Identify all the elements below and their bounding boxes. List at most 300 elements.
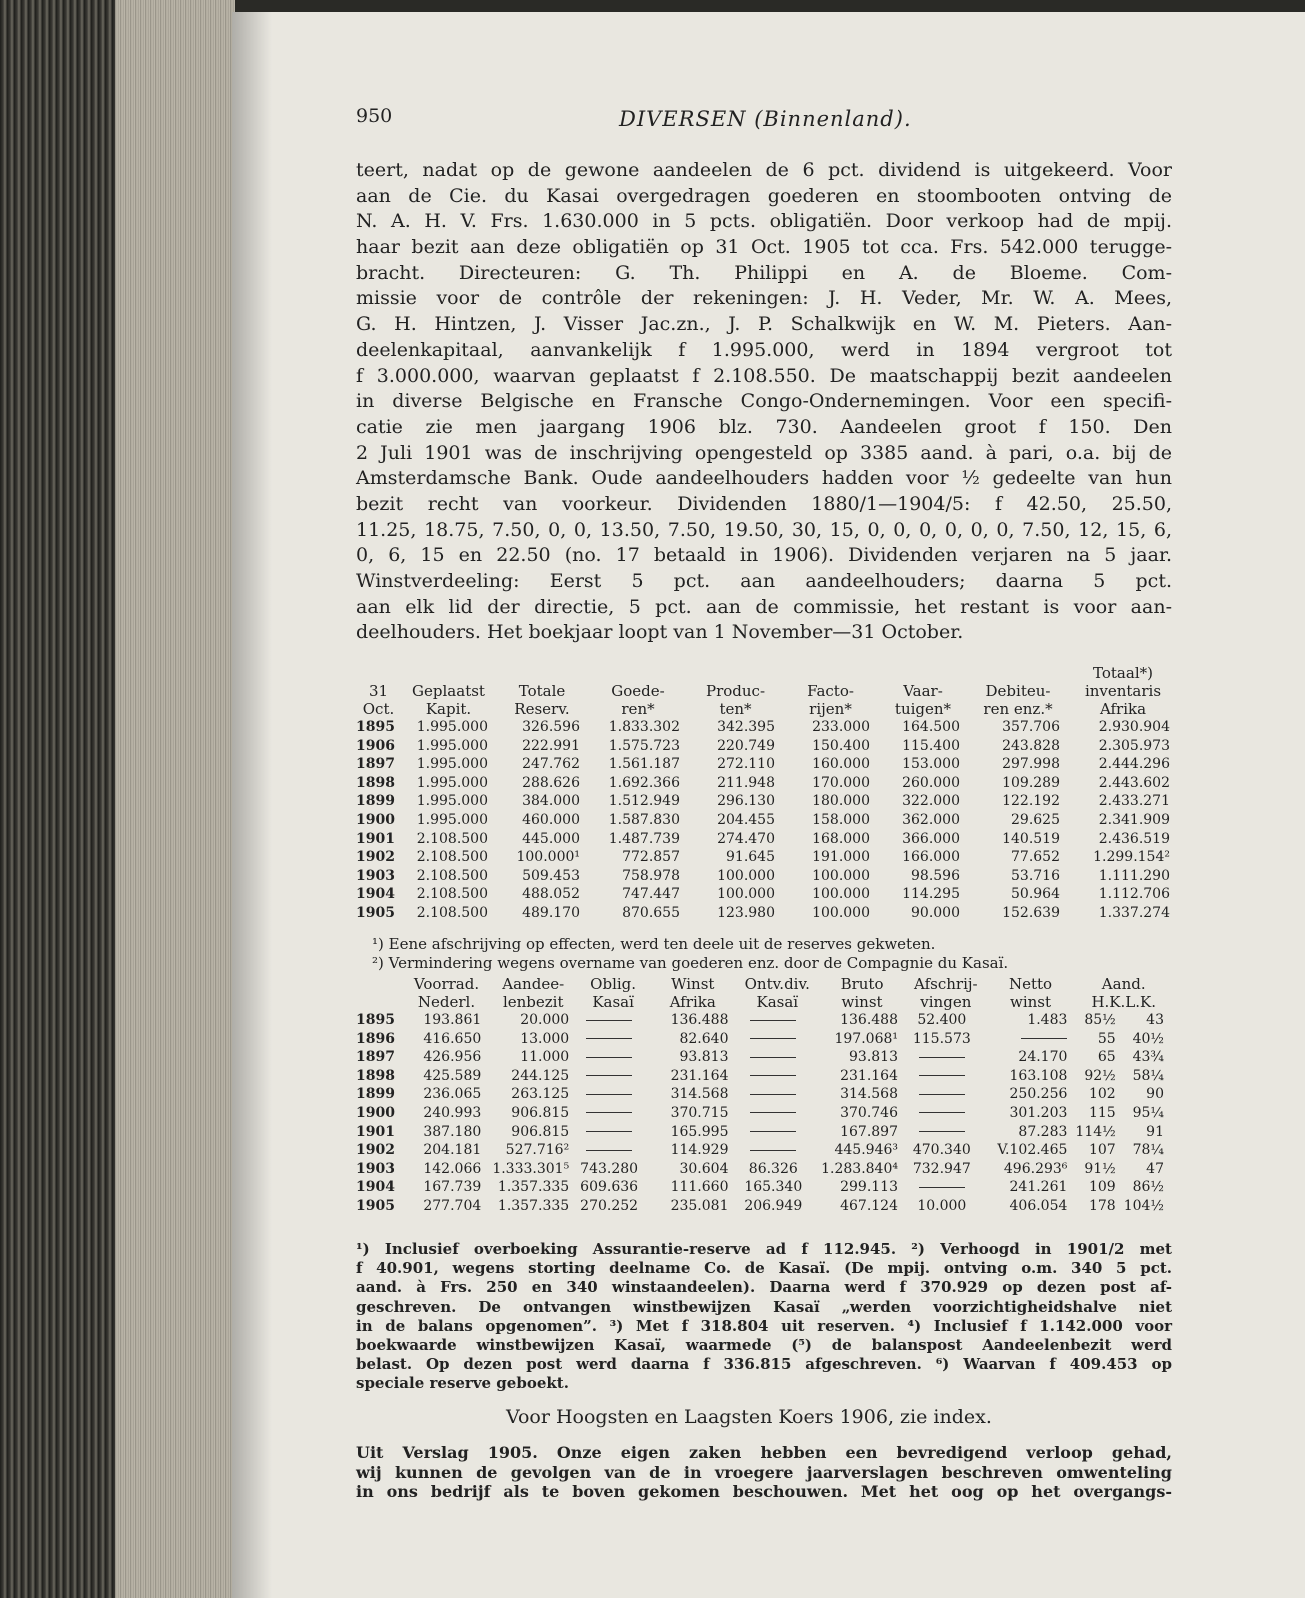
- page-number: 950: [356, 105, 393, 127]
- value-cell: 2.108.500: [416, 886, 488, 903]
- value-cell: 107: [1088, 1142, 1116, 1159]
- value-cell: 206.949: [744, 1197, 803, 1214]
- value-cell: 24.170: [1018, 1049, 1068, 1066]
- annual-report-excerpt: [356, 1443, 1172, 1502]
- value-cell: [736, 1123, 818, 1142]
- value-cell: 758.978: [622, 867, 680, 884]
- value-cell: 55: [1097, 1030, 1116, 1047]
- value-cell: 1.575.723: [608, 737, 680, 754]
- header-line: Ontv.div.: [744, 975, 810, 993]
- table-row: [356, 718, 1178, 737]
- value-cell: 426.956: [423, 1049, 482, 1066]
- financial-table-2: [356, 975, 1172, 1216]
- paragraph-line: aan de Cie. du Kasai overgedragen goederen en stoombooten ontving de: [356, 184, 1172, 207]
- empty-dash: [750, 1112, 796, 1113]
- footnote-line: ¹) Inclusief overboeking Assurantie-reserve ad f 112.945. ²) Verhoogd in 1901/2 met: [356, 1240, 1172, 1258]
- value-cell: 191.000: [812, 849, 870, 866]
- empty-dash: [750, 1020, 796, 1021]
- table-row: [356, 1011, 1172, 1030]
- value-cell: [736, 1104, 818, 1123]
- value-cell: 13.000: [520, 1030, 570, 1047]
- value-cell: 250.256: [1009, 1086, 1068, 1103]
- value-cell: 197.068¹: [834, 1030, 898, 1047]
- empty-dash: [750, 1038, 796, 1039]
- value-cell: 1.995.000: [416, 793, 488, 810]
- value-cell: 2.108.500: [416, 867, 488, 884]
- value-cell: 263.125: [511, 1086, 570, 1103]
- header-line: 31: [368, 682, 389, 700]
- value-cell: 10.000: [917, 1197, 967, 1214]
- header-line: Vaar-: [903, 682, 943, 700]
- table1-header-cell: [401, 664, 496, 718]
- value-cell: [906, 1178, 986, 1197]
- value-cell: 115: [1088, 1104, 1116, 1121]
- value-cell: [577, 1141, 649, 1160]
- header-line: Facto-: [807, 682, 854, 700]
- value-cell: 241.261: [1009, 1179, 1068, 1196]
- value-cell: 150.400: [812, 737, 870, 754]
- year-cell: 1895: [356, 719, 395, 735]
- value-cell: 47: [1146, 1160, 1164, 1177]
- value-cell: 58¼: [1132, 1067, 1164, 1084]
- table-row: [356, 1141, 1172, 1160]
- header-line: Kasaï: [592, 993, 634, 1011]
- empty-dash: [586, 1150, 632, 1151]
- value-cell: [906, 1085, 986, 1104]
- value-cell: 1.995.000: [416, 719, 488, 735]
- value-cell: [577, 1048, 649, 1067]
- value-cell: 220.749: [717, 737, 775, 754]
- value-cell: 165.340: [744, 1179, 803, 1196]
- value-cell: 387.180: [423, 1123, 482, 1140]
- value-cell: 743.280: [580, 1160, 639, 1177]
- value-cell: 153.000: [902, 756, 960, 773]
- value-cell: 425.589: [423, 1067, 482, 1084]
- value-cell: 2.930.904: [1098, 719, 1170, 735]
- value-cell: 406.054: [1009, 1197, 1068, 1214]
- table1-header-cell: [1068, 664, 1178, 718]
- value-cell: 470.340: [912, 1142, 971, 1159]
- year-cell: 1901: [356, 1123, 395, 1140]
- value-cell: 1.333.301⁵: [492, 1160, 570, 1177]
- value-cell: 488.052: [522, 886, 580, 903]
- value-cell: 1.357.335: [497, 1179, 570, 1196]
- value-cell: 168.000: [812, 830, 870, 847]
- year-cell: 1898: [356, 774, 395, 791]
- value-cell: 2.108.500: [416, 830, 488, 847]
- value-cell: 91.645: [726, 849, 775, 866]
- value-cell: 86½: [1132, 1179, 1164, 1196]
- value-cell: 82.640: [679, 1030, 729, 1047]
- value-cell: 1.299.154²: [1093, 849, 1170, 866]
- year-cell: 1896: [356, 1030, 395, 1047]
- table-row: [356, 1123, 1172, 1142]
- book-page-edges: [0, 0, 235, 1598]
- paragraph-line: in diverse Belgische en Fransche Congo-Ondernemingen. Voor een specifi-: [356, 390, 1172, 413]
- value-cell: 326.596: [522, 719, 580, 735]
- header-line: ren*: [621, 700, 655, 718]
- value-cell: 43: [1146, 1012, 1164, 1028]
- value-cell: 100.000: [812, 886, 870, 903]
- empty-dash: [1021, 1038, 1067, 1039]
- value-cell: 272.110: [717, 756, 775, 773]
- value-cell: 301.203: [1009, 1104, 1068, 1121]
- empty-dash: [919, 1057, 965, 1058]
- header-line: Aand.: [1101, 975, 1146, 993]
- value-cell: 30.604: [679, 1160, 729, 1177]
- value-cell: 50.964: [1011, 886, 1060, 903]
- value-cell: 100.000: [812, 867, 870, 884]
- table-row: [356, 904, 1178, 923]
- year-cell: 1900: [356, 811, 395, 828]
- empty-dash: [919, 1094, 965, 1095]
- value-cell: [736, 1048, 818, 1067]
- value-cell: 204.455: [717, 811, 775, 828]
- year-cell: 1904: [356, 886, 395, 903]
- value-cell: V.102.465: [997, 1142, 1068, 1159]
- value-cell: [736, 1011, 818, 1030]
- table2-header-cell: [356, 975, 404, 1011]
- table-row: [356, 848, 1178, 867]
- table-row: [356, 1085, 1172, 1104]
- value-cell: 52.400: [917, 1012, 967, 1028]
- table-row: [356, 1178, 1172, 1197]
- table1-header-cell: [878, 664, 968, 718]
- report-line: wij kunnen de gevolgen van de in vroegere jaarverslagen beschreven omwenteling: [356, 1462, 1172, 1482]
- paragraph-line: Winstverdeeling: Eerst 5 pct. aan aandeelhouders; daarna 5 pct.: [356, 570, 1172, 592]
- header-line: Oblig.: [590, 975, 637, 993]
- table1-header-cell: [588, 664, 688, 718]
- value-cell: 115.400: [902, 737, 960, 754]
- empty-dash: [586, 1020, 632, 1021]
- empty-dash: [750, 1057, 796, 1058]
- value-cell: 29.625: [1011, 811, 1060, 828]
- year-cell: 1903: [356, 1160, 395, 1177]
- value-cell: [736, 1030, 818, 1049]
- header-line: Geplaatst: [412, 682, 485, 700]
- value-cell: 109.289: [1002, 774, 1060, 791]
- value-cell: 1.692.366: [608, 774, 680, 791]
- value-cell: 91½: [1084, 1160, 1116, 1177]
- value-cell: 136.488: [670, 1012, 729, 1028]
- value-cell: [577, 1030, 649, 1049]
- header-line: Totale: [518, 682, 566, 700]
- value-cell: 906.815: [511, 1104, 570, 1121]
- header-line: inventaris: [1084, 682, 1162, 700]
- year-cell: 1897: [356, 1049, 395, 1066]
- value-cell: 467.124: [840, 1197, 898, 1214]
- value-cell: 2.436.519: [1098, 830, 1170, 847]
- value-cell: 40½: [1132, 1030, 1164, 1047]
- value-cell: 53.716: [1011, 867, 1060, 884]
- value-cell: 314.568: [670, 1086, 729, 1103]
- table2-header-cell: [906, 975, 986, 1011]
- header-line: Netto: [1008, 975, 1053, 993]
- value-cell: 166.000: [902, 849, 960, 866]
- footnote-line: geschreven. De ontvangen winstbewijzen Kasaï „werden voorzichtigheidshalve niet: [356, 1297, 1172, 1316]
- value-cell: 236.065: [423, 1086, 482, 1103]
- value-cell: 140.519: [1002, 830, 1060, 847]
- value-cell: 496.293⁶: [1003, 1160, 1068, 1177]
- value-cell: 233.000: [812, 719, 870, 735]
- paragraph-line: aan elk lid der directie, 5 pct. aan de commissie, het restant is voor aan-: [356, 595, 1172, 618]
- running-head: DIVERSEN (Binnenland).: [619, 107, 912, 131]
- footnote-line: in de balans opgenomen”. ³) Met f 318.804 uit reserven. ⁴) Inclusief f 1.142.000 voor: [356, 1316, 1172, 1335]
- value-cell: 11.000: [520, 1049, 570, 1066]
- value-cell: 178: [1088, 1197, 1116, 1214]
- empty-dash: [919, 1187, 965, 1188]
- value-cell: 1.995.000: [416, 811, 488, 828]
- value-cell: 370.746: [840, 1104, 898, 1121]
- value-cell: 274.470: [717, 830, 775, 847]
- paragraph-line: missie voor de contrôle der rekeningen: J. H. Veder, Mr. W. A. Mees,: [356, 287, 1172, 310]
- value-cell: 165.995: [670, 1123, 729, 1140]
- table1-header-cell: [688, 664, 783, 718]
- header-line: Oct.: [362, 700, 395, 718]
- value-cell: 772.857: [622, 849, 680, 866]
- header-line: Nederl.: [417, 993, 476, 1011]
- table2-footnotes: [356, 1240, 1172, 1394]
- paragraph-line: 0, 6, 15 en 22.50 (no. 17 betaald in 1906). Dividenden verjaren na 5 jaar.: [356, 544, 1172, 567]
- value-cell: 170.000: [812, 774, 870, 791]
- empty-dash: [919, 1075, 965, 1076]
- footnote-line: boekwaarde winstbewijzen Kasaï, waarmede (⁵) de balanspost Aandeelenbezit werd: [356, 1335, 1172, 1354]
- value-cell: 87.283: [1018, 1123, 1068, 1140]
- value-cell: 445.000: [522, 830, 580, 847]
- value-cell: 167.897: [840, 1123, 898, 1140]
- table1-header-cell: [496, 664, 588, 718]
- value-cell: 2.341.909: [1098, 811, 1170, 828]
- empty-dash: [586, 1131, 632, 1132]
- value-cell: [906, 1067, 986, 1086]
- value-cell: 1.512.949: [608, 793, 680, 810]
- value-cell: 244.125: [511, 1067, 570, 1084]
- value-cell: 158.000: [812, 811, 870, 828]
- value-cell: 231.164: [670, 1067, 729, 1084]
- empty-dash: [586, 1112, 632, 1113]
- footnote-line: f 40.901, wegens storting deelname Co. de Kasaï. (De mpij. ontving o.m. 340 5 pct.: [356, 1259, 1172, 1278]
- paragraph-line: bezit recht van voorkeur. Dividenden 1880/1—1904/5: f 42.50, 25.50,: [356, 492, 1172, 515]
- value-cell: 747.447: [622, 886, 680, 903]
- header-line: tuigen*: [894, 700, 952, 718]
- empty-dash: [586, 1038, 632, 1039]
- value-cell: 1.995.000: [416, 756, 488, 773]
- empty-dash: [750, 1131, 796, 1132]
- value-cell: 93.813: [679, 1049, 729, 1066]
- header-line: Afrika: [669, 993, 716, 1011]
- header-line: ren enz.*: [983, 700, 1053, 718]
- value-cell: 109: [1088, 1179, 1116, 1196]
- value-cell: 100.000: [717, 886, 775, 903]
- table-row: [356, 792, 1178, 811]
- empty-dash: [750, 1094, 796, 1095]
- value-cell: 1.112.706: [1098, 886, 1170, 903]
- table-row: [356, 830, 1178, 849]
- value-cell: 362.000: [902, 811, 960, 828]
- year-cell: 1897: [356, 756, 395, 773]
- paragraph-line: Amsterdamsche Bank. Oude aandeelhouders hadden voor ½ gedeelte van hun: [356, 467, 1172, 490]
- header-line: Winst: [671, 975, 715, 993]
- paragraph-line: deelenkapitaal, aanvankelijk f 1.995.000, werd in 1894 vergroot tot: [356, 338, 1172, 361]
- value-cell: 111.660: [670, 1179, 729, 1196]
- value-cell: 193.861: [423, 1012, 482, 1028]
- value-cell: 100.000¹: [516, 849, 580, 866]
- value-cell: [906, 1048, 986, 1067]
- value-cell: 527.716²: [505, 1142, 570, 1159]
- value-cell: 100.000: [812, 904, 870, 921]
- table-row: [356, 1048, 1172, 1067]
- value-cell: [577, 1085, 649, 1104]
- value-cell: 222.991: [522, 737, 580, 754]
- value-cell: 180.000: [812, 793, 870, 810]
- value-cell: 115.573: [912, 1030, 971, 1047]
- header-line: Debiteu-: [985, 682, 1051, 700]
- empty-dash: [586, 1094, 632, 1095]
- value-cell: 357.706: [1002, 719, 1060, 735]
- value-cell: 288.626: [522, 774, 580, 791]
- value-cell: 20.000: [520, 1012, 570, 1028]
- value-cell: 445.946³: [834, 1142, 898, 1159]
- value-cell: 416.650: [423, 1030, 482, 1047]
- value-cell: [906, 1123, 986, 1142]
- value-cell: 91: [1146, 1123, 1164, 1140]
- year-cell: 1902: [356, 1142, 395, 1159]
- header-line: Aandee-: [502, 975, 565, 993]
- empty-dash: [919, 1131, 965, 1132]
- value-cell: 2.433.271: [1098, 793, 1170, 810]
- value-cell: 211.948: [717, 774, 775, 791]
- footnote-line: aand. à Frs. 250 en 340 winstaandeelen). Daarna werd f 370.929 op dezen post af-: [356, 1278, 1172, 1297]
- header-line: Goede-: [611, 682, 665, 700]
- value-cell: [577, 1104, 649, 1123]
- value-cell: 384.000: [522, 793, 580, 810]
- footnote-line: speciale reserve geboekt.: [356, 1374, 569, 1393]
- table-row: [356, 1160, 1172, 1179]
- report-line: Uit Verslag 1905. Onze eigen zaken hebben een bevredigend verloop gehad,: [356, 1443, 1172, 1462]
- value-cell: 114½: [1075, 1123, 1116, 1140]
- year-cell: 1900: [356, 1104, 395, 1121]
- year-cell: 1899: [356, 1086, 395, 1103]
- value-cell: 1.995.000: [416, 737, 488, 754]
- table-row: [356, 737, 1178, 756]
- value-cell: 1.357.335: [497, 1197, 570, 1214]
- paragraph-line: N. A. H. V. Frs. 1.630.000 in 5 pcts. obligatiën. Door verkoop had de mpij.: [356, 210, 1172, 233]
- header-line: Kapit.: [425, 700, 472, 718]
- header-line: Produc-: [705, 682, 766, 700]
- paragraph-line: 2 Juli 1901 was de inschrijving opengesteld op 3385 aand. à pari, o.a. bij de: [356, 441, 1172, 464]
- paragraph-line: G. H. Hintzen, J. Visser Jac.zn., J. P. Schalkwijk en W. M. Pieters. Aan-: [356, 313, 1172, 336]
- header-line: H.K.L.K.: [1091, 993, 1156, 1011]
- value-cell: 1.833.302: [608, 719, 680, 735]
- index-reference: Voor Hoogsten en Laagsten Koers 1906, zie index.: [506, 1406, 992, 1428]
- table2-header-cell: [489, 975, 577, 1011]
- value-cell: [736, 1085, 818, 1104]
- value-cell: 231.164: [840, 1067, 898, 1084]
- value-cell: 43¾: [1132, 1049, 1164, 1066]
- value-cell: 100.000: [717, 867, 775, 884]
- table2-header-cell: [404, 975, 490, 1011]
- header-line: vingen: [920, 993, 972, 1011]
- year-cell: 1906: [356, 737, 395, 754]
- paragraph-line: catie zie men jaargang 1906 blz. 730. Aandeelen groot f 150. Den: [356, 415, 1172, 438]
- header-line: Afrika: [1099, 700, 1147, 718]
- paragraph-line: deelhouders. Het boekjaar loopt van 1 November—31 October.: [356, 621, 964, 644]
- value-cell: 2.305.973: [1098, 737, 1170, 754]
- year-cell: 1903: [356, 867, 395, 884]
- value-cell: 489.170: [522, 904, 580, 921]
- value-cell: 247.762: [522, 756, 580, 773]
- header-line: lenbezit: [502, 993, 564, 1011]
- footnote-line: belast. Op dezen post werd daarna f 336.815 afgeschreven. ⁶) Waarvan f 409.453 op: [356, 1355, 1172, 1374]
- table2-header-cell: [986, 975, 1076, 1011]
- value-cell: 609.636: [580, 1179, 639, 1196]
- header-line: Reserv.: [514, 700, 570, 718]
- table2-header-cell: [649, 975, 736, 1011]
- empty-dash: [750, 1075, 796, 1076]
- value-cell: [736, 1141, 818, 1160]
- year-cell: 1901: [356, 830, 395, 847]
- value-cell: 65: [1097, 1049, 1116, 1066]
- paragraph-line: teert, nadat op de gewone aandeelen de 6 pct. dividend is uitgekeerd. Voor: [356, 159, 1172, 181]
- paragraph-line: f 3.000.000, waarvan geplaatst f 2.108.550. De maatschappij bezit aandeelen: [356, 364, 1172, 387]
- header-line: ten*: [719, 700, 752, 718]
- value-cell: 732.947: [912, 1160, 971, 1177]
- value-cell: 152.639: [1002, 904, 1060, 921]
- value-cell: 314.568: [840, 1086, 898, 1103]
- value-cell: 299.113: [840, 1179, 898, 1196]
- value-cell: 104½: [1123, 1197, 1164, 1214]
- value-cell: 122.192: [1002, 793, 1060, 810]
- header-line: rijen*: [809, 700, 852, 718]
- table-row: [356, 1104, 1172, 1123]
- value-cell: 114.929: [670, 1142, 729, 1159]
- header-line: Kasaï: [756, 993, 799, 1011]
- value-cell: [577, 1067, 649, 1086]
- value-cell: 92½: [1084, 1067, 1116, 1084]
- value-cell: 136.488: [840, 1012, 898, 1028]
- value-cell: 906.815: [511, 1123, 570, 1140]
- table-row: [356, 885, 1178, 904]
- value-cell: 243.828: [1002, 737, 1060, 754]
- value-cell: 296.130: [717, 793, 775, 810]
- value-cell: 1.337.274: [1098, 904, 1170, 921]
- value-cell: 77.652: [1011, 849, 1060, 866]
- header-line: Totaal*): [1093, 664, 1153, 682]
- value-cell: 142.066: [423, 1160, 482, 1177]
- table-row: [356, 1067, 1172, 1086]
- empty-dash: [586, 1075, 632, 1076]
- value-cell: 1.487.739: [608, 830, 680, 847]
- empty-dash: [750, 1150, 796, 1151]
- value-cell: 2.108.500: [416, 904, 488, 921]
- value-cell: [736, 1067, 818, 1086]
- value-cell: 1.995.000: [416, 774, 488, 791]
- value-cell: 1.111.290: [1098, 867, 1170, 884]
- value-cell: 1.561.187: [608, 756, 680, 773]
- value-cell: 114.295: [902, 886, 960, 903]
- paragraph-line: 11.25, 18.75, 7.50, 0, 0, 13.50, 7.50, 19.50, 30, 15, 0, 0, 0, 0, 0, 0, 7.50, 12, 15, 6,: [356, 518, 1172, 541]
- table-row: [356, 867, 1178, 886]
- report-line: in ons bedrijf als te boven gekomen beschouwen. Met het oog op het overgangs-: [356, 1482, 1172, 1501]
- table1-header-cell: [783, 664, 878, 718]
- paragraph-line: haar bezit aan deze obligatiën op 31 Oct. 1905 tot cca. Frs. 542.000 terugge-: [356, 236, 1172, 259]
- table2-header-cell: [818, 975, 906, 1011]
- value-cell: 160.000: [812, 756, 870, 773]
- financial-table-1: [356, 664, 1178, 923]
- value-cell: 1.483: [1027, 1012, 1068, 1028]
- header-line: winst: [1010, 993, 1052, 1011]
- value-cell: 102: [1088, 1086, 1116, 1103]
